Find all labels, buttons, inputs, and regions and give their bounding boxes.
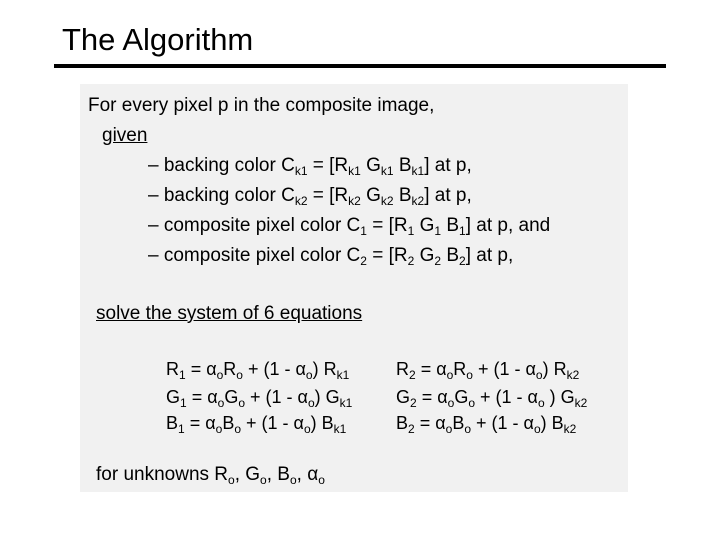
subscript: 1 (178, 422, 185, 436)
eq-text: G (454, 387, 469, 407)
eq-text: R (453, 359, 467, 379)
eq-text: G (396, 387, 411, 407)
eq-text: ) R (312, 359, 337, 379)
unknowns-text: , G (234, 464, 261, 485)
subscript: o (307, 396, 315, 410)
bullet-dash: – (148, 245, 159, 266)
eq-text: B (166, 413, 179, 433)
bullet-text: G (360, 185, 381, 206)
subscript: 1 (180, 396, 187, 410)
subscript: o (537, 396, 545, 410)
bullet-text: = [R (366, 215, 408, 236)
subscript: o (533, 422, 541, 436)
eq-text: = α (186, 387, 218, 407)
subscript: o (535, 368, 543, 382)
eq-text: B (396, 413, 409, 433)
eq-text: R (223, 359, 237, 379)
equation-r1 (166, 358, 349, 380)
subscript: 1 (407, 224, 415, 238)
subscript: k2 (294, 194, 308, 208)
subscript: k1 (380, 164, 394, 178)
subscript: 2 (409, 368, 416, 382)
subscript: 2 (360, 254, 367, 268)
bullet-text: ] at p, (424, 155, 472, 176)
subscript: k2 (563, 422, 577, 436)
subscript: k1 (336, 368, 350, 382)
bullet-1 (148, 154, 472, 178)
unknowns-line (96, 463, 325, 487)
bullet-text: G (414, 215, 435, 236)
bullet-text: composite pixel color C (163, 215, 361, 236)
bullet-2 (148, 184, 472, 208)
subscript: k1 (339, 396, 353, 410)
equation-b2 (396, 412, 576, 434)
subscript: k2 (380, 194, 394, 208)
bullet-text: B (393, 155, 412, 176)
solve-label: solve the system of 6 equations (96, 303, 363, 324)
subscript: o (234, 422, 242, 436)
eq-text: + (1 - α (475, 387, 538, 407)
bullet-text: backing color C (163, 155, 295, 176)
eq-text: R (396, 359, 409, 379)
subscript: o (468, 396, 476, 410)
content-panel (80, 84, 628, 492)
eq-text: = α (416, 387, 448, 407)
bullet-3 (148, 214, 550, 238)
unknowns-text: , α (296, 464, 319, 485)
equation-g2 (396, 386, 587, 408)
subscript: 1 (360, 224, 367, 238)
subscript: k2 (566, 368, 580, 382)
eq-text: R (166, 359, 179, 379)
bullet-text: ] at p, (465, 245, 514, 266)
subscript: o (216, 368, 224, 382)
eq-text: B (222, 413, 235, 433)
subscript: 1 (434, 224, 442, 238)
eq-text: + (1 - α (242, 359, 306, 379)
unknowns-text: for unknowns R (96, 464, 229, 485)
eq-text: ) B (540, 413, 564, 433)
subscript: 2 (459, 254, 466, 268)
subscript: o (217, 396, 225, 410)
eq-text: ) R (542, 359, 567, 379)
eq-text: = α (414, 413, 446, 433)
eq-text: = α (184, 413, 216, 433)
bullet-text: G (360, 155, 381, 176)
bullet-4 (148, 244, 513, 268)
subscript: o (236, 368, 243, 382)
subscript: o (303, 422, 311, 436)
subscript: o (260, 473, 267, 487)
equation-g1 (166, 386, 352, 408)
bullet-text: = [R (307, 185, 349, 206)
subscript: k1 (294, 164, 308, 178)
subscript: 1 (459, 224, 466, 238)
eq-text: = α (415, 359, 447, 379)
subscript: o (238, 396, 246, 410)
subscript: o (447, 396, 455, 410)
subscript: 2 (410, 396, 417, 410)
subscript: 2 (408, 422, 415, 436)
eq-text: B (452, 413, 465, 433)
bullet-dash: – (148, 155, 159, 176)
equation-b1 (166, 412, 346, 434)
bullet-dash: – (148, 215, 159, 236)
subscript: o (318, 473, 325, 487)
bullet-text: composite pixel color C (163, 245, 361, 266)
eq-text: ) B (310, 413, 334, 433)
subscript: 2 (434, 254, 442, 268)
subscript: o (215, 422, 223, 436)
eq-text: = α (185, 359, 217, 379)
eq-text: + (1 - α (471, 413, 534, 433)
subscript: o (305, 368, 313, 382)
title-divider (54, 64, 666, 68)
eq-text: + (1 - α (241, 413, 304, 433)
subscript: 1 (179, 368, 186, 382)
subscript: o (445, 422, 453, 436)
subscript: k2 (574, 396, 588, 410)
bullet-text: ] at p, and (465, 215, 551, 236)
subscript: 2 (407, 254, 415, 268)
bullet-text: = [R (366, 245, 408, 266)
subscript: k1 (348, 164, 361, 178)
bullet-text: = [R (307, 155, 349, 176)
bullet-text: backing color C (163, 185, 295, 206)
subscript: o (446, 368, 454, 382)
subscript: o (289, 473, 297, 487)
unknowns-text: , B (266, 464, 290, 485)
subscript: o (464, 422, 472, 436)
subscript: k2 (411, 194, 425, 208)
eq-text: + (1 - α (472, 359, 536, 379)
bullet-text: B (441, 215, 460, 236)
bullet-text: B (441, 245, 460, 266)
subscript: o (466, 368, 473, 382)
eq-text: ) G (544, 387, 575, 407)
eq-text: + (1 - α (245, 387, 308, 407)
given-label: given (102, 125, 148, 146)
subscript: k1 (333, 422, 347, 436)
bullet-dash: – (148, 185, 159, 206)
intro-line: For every pixel p in the composite image, (88, 95, 435, 116)
subscript: k2 (348, 194, 361, 208)
equation-r2 (396, 358, 579, 380)
bullet-text: ] at p, (424, 185, 472, 206)
bullet-text: G (414, 245, 435, 266)
subscript: o (228, 473, 235, 487)
eq-text: ) G (314, 387, 340, 407)
bullet-text: B (393, 185, 412, 206)
eq-text: G (224, 387, 239, 407)
slide-title: The Algorithm (62, 22, 254, 57)
eq-text: G (166, 387, 181, 407)
subscript: k1 (411, 164, 425, 178)
